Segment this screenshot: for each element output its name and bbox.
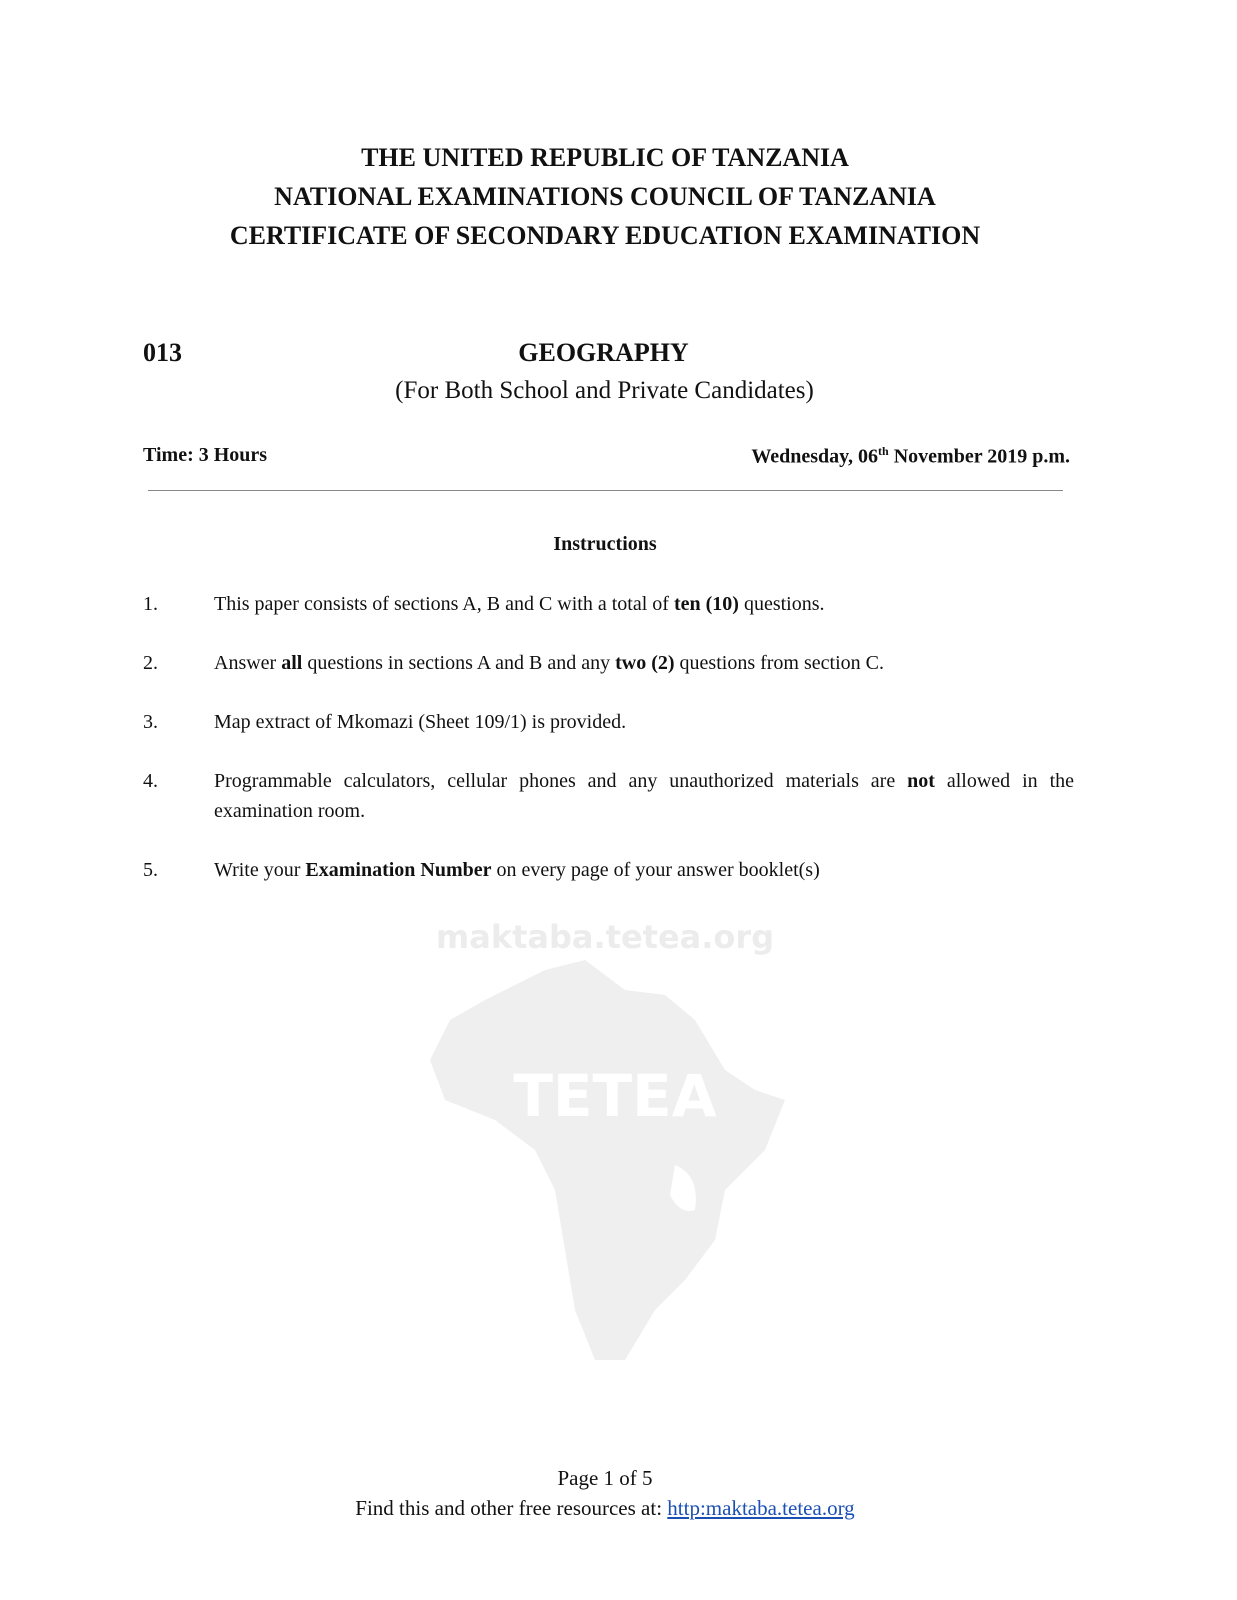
item-number: 5.	[143, 859, 158, 881]
exam-date: Wednesday, 06th November 2019 p.m.	[751, 444, 1070, 468]
candidates-note: (For Both School and Private Candidates)	[395, 377, 814, 404]
footer-text: Find this and other free resources at:	[355, 1496, 668, 1520]
footer-resources	[0, 1496, 1210, 1521]
item-number: 4.	[143, 770, 158, 792]
watermark-brand: TETEA	[513, 1062, 717, 1130]
header-council: NATIONAL EXAMINATIONS COUNCIL OF TANZANIA	[274, 182, 936, 211]
item-number: 1.	[143, 593, 158, 615]
instruction-item: This paper consists of sections A, B and C with a total of ten (10) questions.	[214, 593, 825, 615]
header-country: THE UNITED REPUBLIC OF TANZANIA	[361, 143, 849, 172]
instruction-item: Programmable calculators, cellular phones and any unauthorized materials are not allowed in the examination room.	[214, 770, 1074, 822]
subject-title: GEOGRAPHY	[518, 338, 689, 367]
instructions-heading: Instructions	[553, 533, 657, 555]
exam-duration: Time: 3 Hours	[143, 444, 268, 466]
item-number: 2.	[143, 652, 158, 674]
resources-link[interactable]: http:maktaba.tetea.org	[667, 1496, 855, 1520]
instruction-item: Answer all questions in sections A and B and any two (2) questions from section C.	[214, 652, 884, 674]
header-exam: CERTIFICATE OF SECONDARY EDUCATION EXAMINATION	[229, 221, 981, 250]
item-number: 3.	[143, 711, 158, 733]
instruction-item: Map extract of Mkomazi (Sheet 109/1) is provided.	[214, 711, 627, 733]
instruction-item: Write your Examination Number on every page of your answer booklet(s)	[214, 859, 820, 881]
paper-code: 013	[143, 338, 182, 367]
watermark-site: maktaba.tetea.org	[435, 918, 775, 956]
divider	[148, 490, 1063, 491]
page-number: Page 1 of 5	[557, 1466, 653, 1490]
africa-watermark-icon	[425, 950, 790, 1370]
